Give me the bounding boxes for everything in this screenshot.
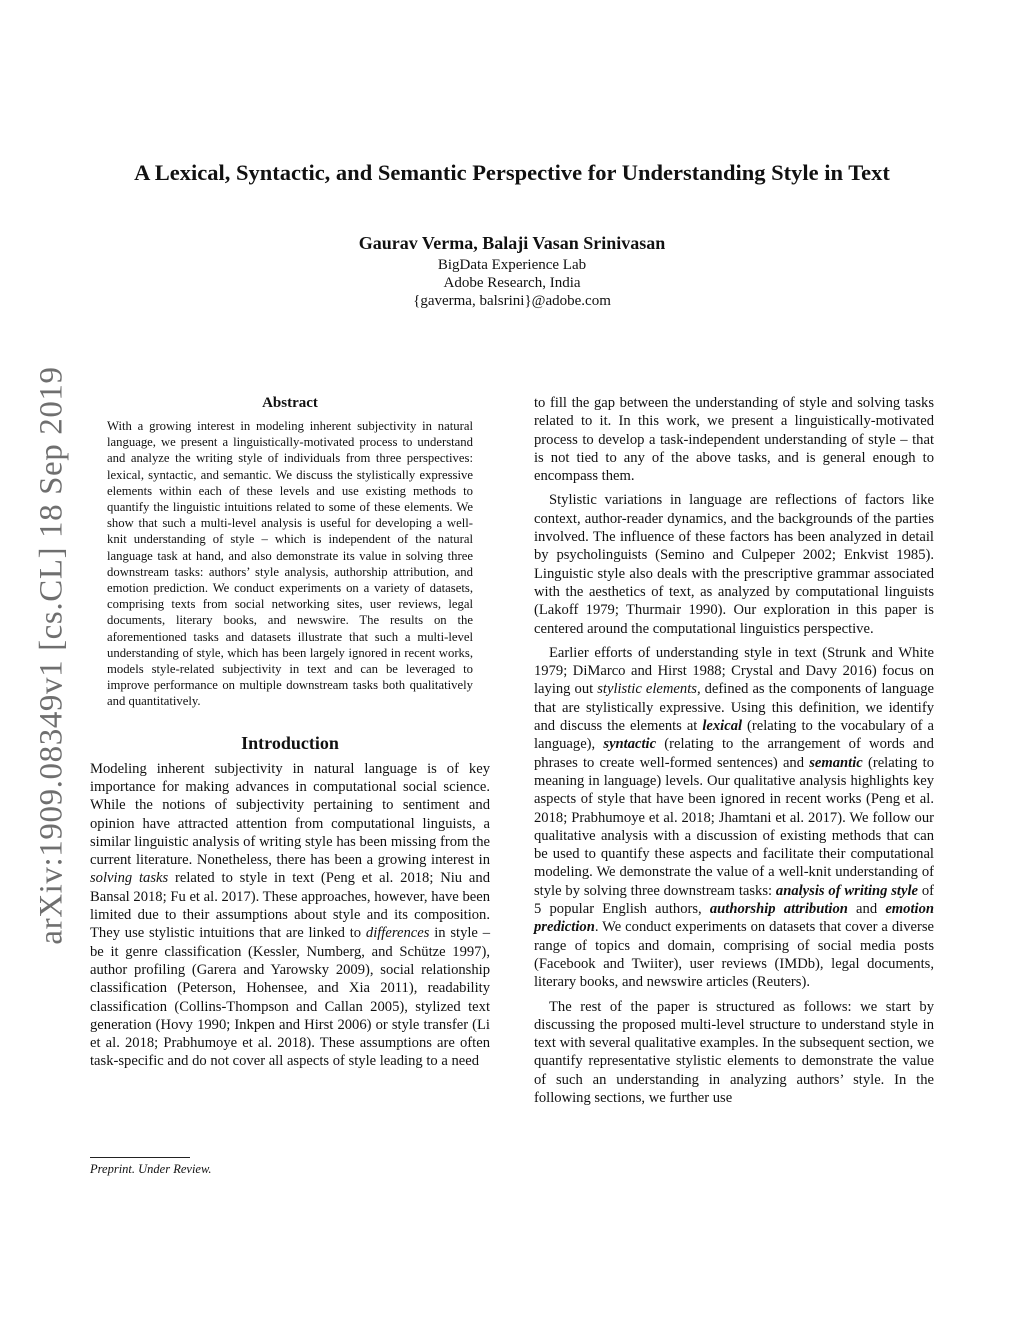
intro-paragraph-2: Stylistic variations in language are reflections of factors like context, author-reader dynamics, and the backgrounds of the parties involved. The influence of these factors has been analyzed in detail by psycholinguists (Semino and Culpeper 2002; Enkvist 1985). Linguistic style also deals with the prescriptive grammar associated with the aesthetics of text, as analyzed by computational linguists (Lakoff 1979; Thurmair 1990). Our exploration in this paper is centered around the computational linguistics perspective.	[534, 492, 934, 637]
abstract-heading: Abstract	[262, 395, 318, 411]
affiliation-lab: BigData Experience Lab	[437, 257, 587, 273]
intro-paragraph-1-continued: to fill the gap between the understanding of style and solving tasks related to it. In this work, we present a linguistically-motivated process to develop a task-independent understanding of style – that is not tied to any of the above tasks, and is general enough to encompass them.	[534, 395, 934, 485]
author-emails: {gaverma, balsrini}@adobe.com	[413, 293, 611, 309]
introduction-heading: Introduction	[241, 732, 339, 753]
affiliation-org: Adobe Research, India	[443, 275, 581, 291]
footnote-divider	[90, 1157, 190, 1158]
footnote: Preprint. Under Review.	[90, 1162, 212, 1176]
intro-paragraph-1: Modeling inherent subjectivity in natural language is of key importance for making advances in computational social science. While the notions of subjectivity pertaining to sentiment and opinion have attracted attention from computational linguists, a similar linguistic analysis of writing style has been missing from the current literature. Nonetheless, there has been a growing interest in solving tasks related to style in text (Peng et al. 2018; Niu and Bansal 2018; Fu et al. 2017). These approaches, however, have been limited due to their assumptions about style and its composition. They use stylistic intuitions that are linked to differences in style – be it genre classification (Kessler, Numberg, and Schütze 1997), author profiling (Garera and Yarowsky 2009), social relationship classification (Peterson, Hohensee, and Xia 2011), readability classification (Collins-Thompson and Callan 2005), stylized text generation (Hovy 1990; Inkpen and Hirst 2006) or style transfer (Li et al. 2018; Prabhumoye et al. 2018). These assumptions are often task-specific and do not cover all aspects of style leading to a need	[90, 760, 490, 1070]
arxiv-identifier: arXiv:1909.08349v1 [cs.CL] 18 Sep 2019	[33, 365, 70, 945]
author-block	[262, 232, 762, 310]
author-names: Gaurav Verma, Balaji Vasan Srinivasan	[358, 233, 666, 253]
paper-title: A Lexical, Syntactic, and Semantic Perspective for Understanding Style in Text	[134, 160, 890, 185]
left-column	[90, 390, 490, 1071]
intro-paragraph-3: Earlier efforts of understanding style in text (Strunk and White 1979; DiMarco and Hirst 1988; Crystal and Davy 2016) focus on laying out stylistic elements, defined as the components of language that are stylistically expressive. Using this definition, we identify and discuss the elements at lexical (relating to the vocabulary of a language), syntactic (relating to the arrangement of words and phrases to create well-formed sentences) and semantic (relating to meaning in language) levels. Our qualitative analysis highlights key aspects of style that have been ignored in recent works (Peng et al. 2018; Prabhumoye et al. 2018; Jhamtani et al. 2017). We follow our qualitative analysis with a discussion of existing methods that can be used to quantify these aspects and facilitate their computational modeling. We demonstrate the value of a well-knit understanding of style by solving three downstream tasks: analysis of writing style of 5 popular English authors, authorship attribution and emotion prediction. We conduct experiments on datasets that cover a diverse range of topics and domain, comprising of social media posts (Facebook and Twiiter), user reviews (IMDb), legal documents, literary books, and newswire articles (Reuters).	[534, 644, 934, 991]
abstract-text: With a growing interest in modeling inherent subjectivity in natural language, we present a linguistically-motivated process to understand and analyze the writing style of individuals from three perspectives: lexical, syntactic, and semantic. We discuss the stylistically expressive elements within each of these levels and use existing methods to quantify the linguistic intuitions related to some of these elements. We show that such a multi-level analysis is useful for developing a well-knit understanding of style – which is independent of the natural language task at hand, and also demonstrate its value in solving three downstream tasks: authors’ style analysis, authorship attribution, and emotion prediction. We conduct experiments on a variety of datasets, comprising texts from social networking sites, user reviews, legal documents, literary books, and newswire. The results on the aforementioned tasks and datasets illustrate that such a multi-level understanding of style, which has been largely ignored in recent works, models style-related subjectivity in text and can be leveraged to improve performance on multiple downstream tasks both qualitatively and quantitatively.	[107, 419, 473, 709]
arxiv-side-stamp	[22, 360, 82, 950]
intro-paragraph-4: The rest of the paper is structured as follows: we start by discussing the proposed multi-level structure to understand style in text with several qualitative examples. In the subsequent section, we quantify representative stylistic elements to demonstrate the value of such an understanding in analyzing authors’ style. In the following sections, we further use	[534, 998, 934, 1106]
right-column	[534, 394, 934, 1107]
